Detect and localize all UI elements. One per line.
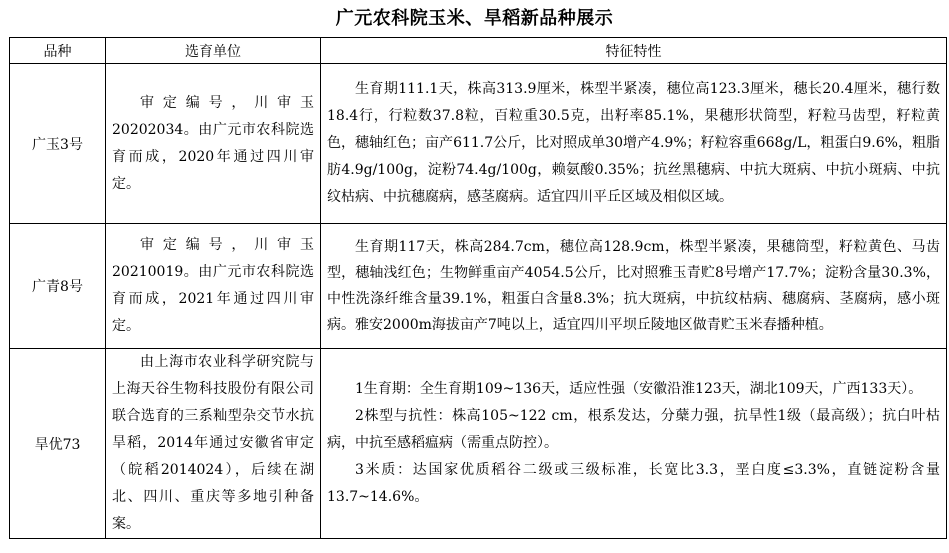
traits-text: 生育期111.1天，株高313.9厘米，株型半紧凑，穗位高123.3厘米，穗长20.4厘米，穗行数18.4行，行粒数37.8粒，百粒重30.5克，出籽率85.1%，果穗形状筒型，籽粒马齿型，籽粒黄色，穗轴红色；亩产611.7公斤，比对照成单30增产4.9%；籽粒容重668g/L，粗蛋白9.6%，粗脂肪4.9g/100g，淀粉74.4g/100g，赖氨酸0.35%；抗丝黑穗病、中抗大斑病、中抗小斑病、中抗纹枯病、中抗穗腐病，感茎腐病。适宜四川平丘区域及相似区域。 [327, 81, 940, 205]
breeder-text: 审定编号，川审玉20202034。由广元市农科院选育而成，2020年通过四川审定。 [112, 94, 314, 192]
variety-name: 广青8号 [10, 224, 106, 349]
breeder-text: 审定编号，川审玉20210019。由广元市农科院选育而成，2021年通过四川审定。 [112, 237, 314, 334]
page-title: 广元农科院玉米、旱稻新品种展示 [335, 8, 614, 29]
variety-name: 广玉3号 [10, 64, 106, 224]
breeder-text: 由上海市农业科学研究院与上海天谷生物科技股份有限公司联合选育的三系籼型杂交节水抗旱稻，2014年通过安徽省审定（皖稻2014024），后续在湖北、四川、重庆等多地引种备案。 [112, 354, 314, 532]
table-row [10, 349, 947, 539]
traits-text: 生育期117天，株高284.7cm，穗位高128.9cm，株型半紧凑，果穗筒型，籽粒黄色、马齿型，穗轴浅红色；生物鲜重亩产4054.5公斤，比对照雅玉青贮8号增产17.7%；淀粉含量30.3%，中性洗涤纤维含量39.1%，粗蛋白含量8.3%；抗大斑病，中抗纹枯病、穗腐病、茎腐病，感小斑病。雅安2000m海拔亩产7吨以上，适宜四川平坝丘陵地区做青贮玉米春播种植。 [327, 239, 940, 333]
table-row [10, 224, 947, 349]
table-header-row [10, 38, 947, 64]
traits-text-rice-quality: 3米质：达国家优质稻谷二级或三级标准，长宽比3.3，垩白度≤3.3%，直链淀粉含量13.7~14.6%。 [327, 462, 940, 505]
variety-table [9, 37, 947, 539]
traits-text-growth-period: 1生育期：全生育期109~136天，适应性强（安徽沿淮123天，湖北109天，广西133天）。 [355, 381, 923, 397]
variety-name: 旱优73 [10, 349, 106, 539]
header-traits: 特征特性 [321, 38, 947, 64]
traits-text-plant-type: 2株型与抗性：株高105~122 cm，根系发达，分蘖力强，抗旱性1级（最高级）；抗白叶枯病，中抗至感稻瘟病（需重点防控）。 [327, 408, 940, 451]
header-breeder: 选育单位 [106, 38, 321, 64]
table-row [10, 64, 947, 224]
header-variety: 品种 [10, 38, 106, 64]
